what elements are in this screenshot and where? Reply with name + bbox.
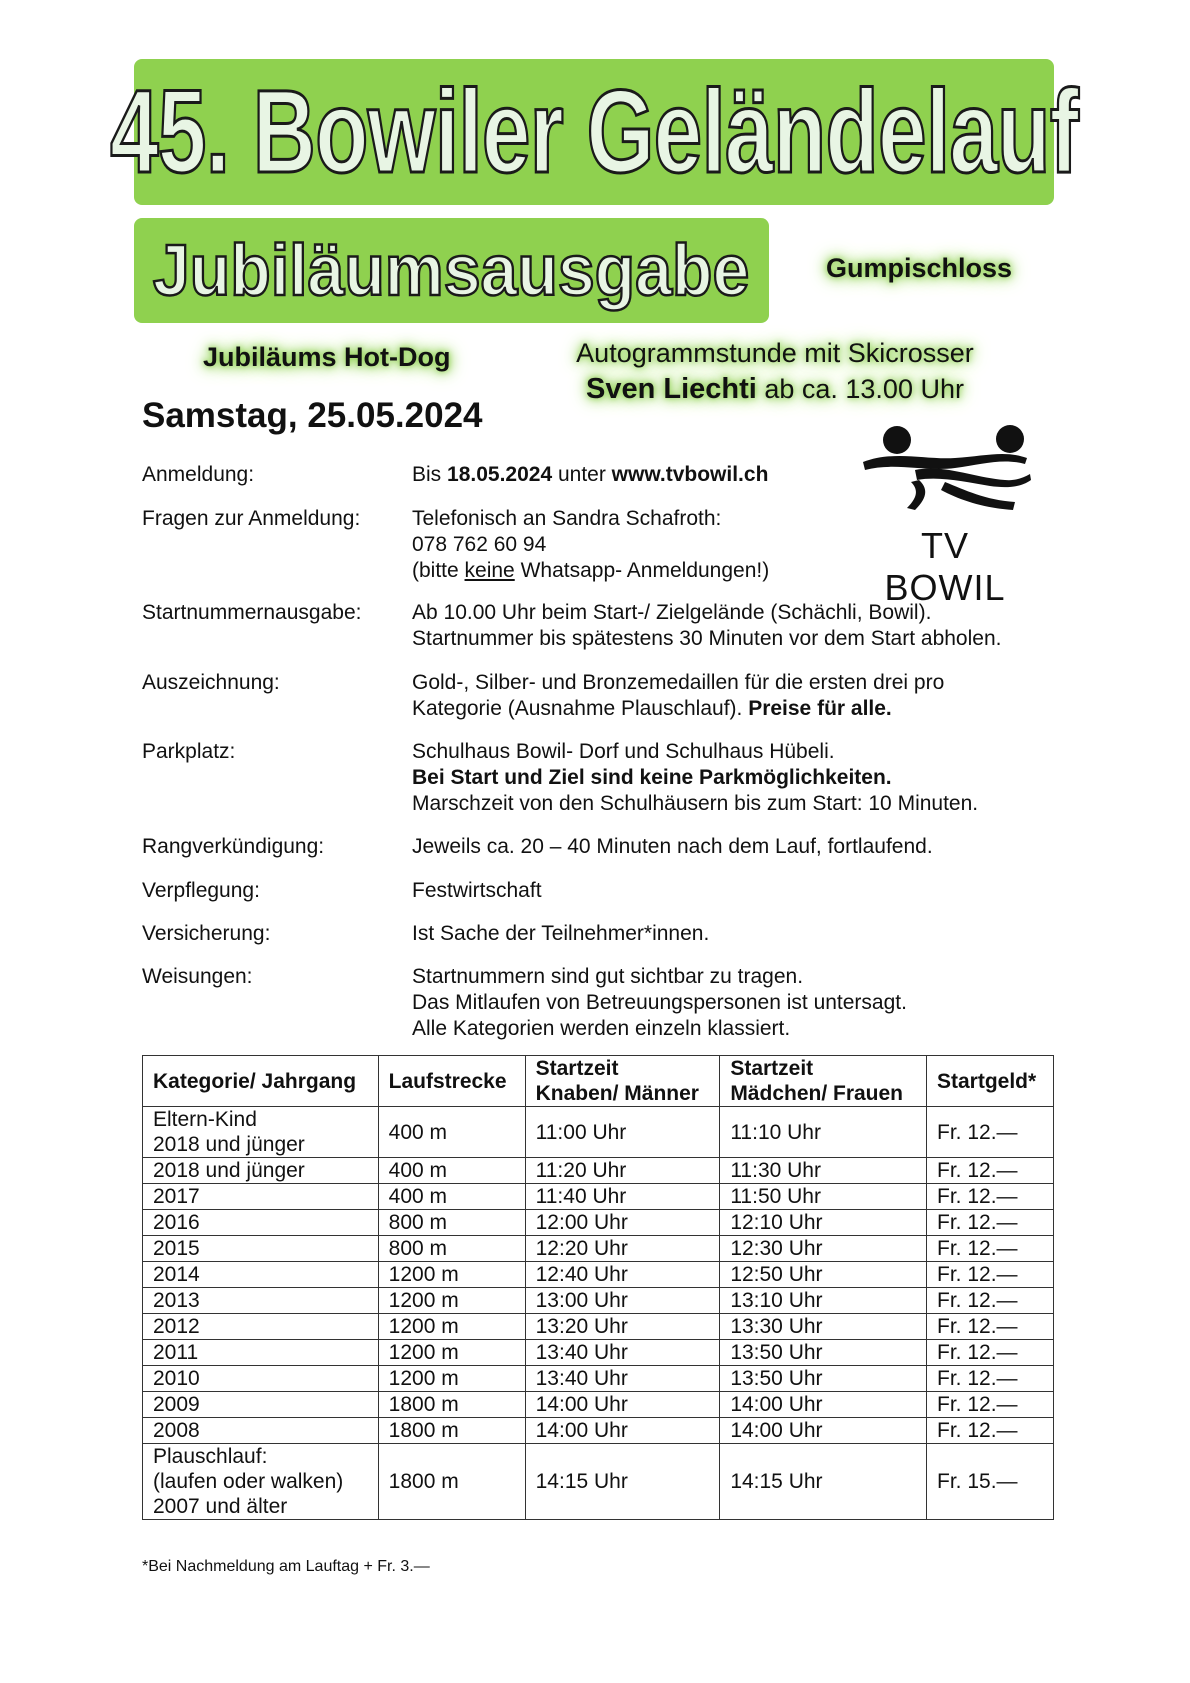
table-cell: 14:15 Uhr	[720, 1444, 927, 1520]
value-startnummer	[412, 600, 1001, 652]
table-header-cell: Laufstrecke	[378, 1056, 525, 1107]
anmeldung-pre: Bis	[412, 463, 448, 486]
autogramm-note	[545, 335, 1005, 407]
table-cell: 1200 m	[378, 1262, 525, 1288]
value-auszeichnung	[412, 670, 944, 722]
anmeldung-url: www.tvbowil.ch	[611, 463, 769, 486]
table-cell: 12:00 Uhr	[525, 1210, 720, 1236]
label-weisungen: Weisungen:	[142, 965, 253, 988]
table-row	[143, 1184, 1054, 1210]
table-row	[143, 1262, 1054, 1288]
table-header-row	[143, 1056, 1054, 1107]
label-fragen: Fragen zur Anmeldung:	[142, 507, 361, 530]
table-cell: 13:10 Uhr	[720, 1288, 927, 1314]
table-cell: 2010	[143, 1366, 379, 1392]
table-cell: 11:30 Uhr	[720, 1158, 927, 1184]
anmeldung-date: 18.05.2024	[447, 463, 553, 486]
table-cell: 2015	[143, 1236, 379, 1262]
table-cell: 12:40 Uhr	[525, 1262, 720, 1288]
table-body	[143, 1107, 1054, 1520]
weisungen-line1: Startnummern sind gut sichtbar zu tragen.	[412, 965, 804, 988]
table-cell: 11:20 Uhr	[525, 1158, 720, 1184]
title-banner	[109, 59, 1079, 205]
schedule-table	[142, 1055, 1054, 1520]
table-row	[143, 1366, 1054, 1392]
table-cell: 2008	[143, 1418, 379, 1444]
table-cell: 2013	[143, 1288, 379, 1314]
table-header-cell: Startzeit Mädchen/ Frauen	[720, 1056, 927, 1107]
table-cell: Fr. 12.—	[927, 1107, 1054, 1158]
table-cell: Fr. 15.—	[927, 1444, 1054, 1520]
value-parkplatz	[412, 739, 978, 817]
table-cell: 1200 m	[378, 1288, 525, 1314]
event-subtitle: Jubiläumsausgabe	[153, 230, 750, 311]
table-cell: Fr. 12.—	[927, 1366, 1054, 1392]
value-weisungen	[412, 964, 907, 1042]
location-label: Gumpischloss	[826, 253, 1013, 283]
event-title: 45. Bowiler Geländelauf	[109, 66, 1079, 198]
table-cell: Fr. 12.—	[927, 1340, 1054, 1366]
auszeichnung-line2	[412, 696, 944, 722]
table-cell: 2012	[143, 1314, 379, 1340]
parkplatz-line2: Bei Start und Ziel sind keine Parkmöglichkeiten.	[412, 766, 892, 789]
table-cell: 2014	[143, 1262, 379, 1288]
table-cell: 13:30 Uhr	[720, 1314, 927, 1340]
table-header-cell: Startzeit Knaben/ Männer	[525, 1056, 720, 1107]
table-cell: Fr. 12.—	[927, 1314, 1054, 1340]
autogramm-line: Autogrammstunde mit Skicrosser	[576, 338, 974, 368]
fragen-line3	[412, 558, 769, 584]
table-cell: 12:10 Uhr	[720, 1210, 927, 1236]
footnote: *Bei Nachmeldung am Lauftag + Fr. 3.—	[142, 1558, 430, 1575]
label-startnummer: Startnummernausgabe:	[142, 601, 362, 624]
table-cell: 1800 m	[378, 1392, 525, 1418]
event-date: Samstag, 25.05.2024	[142, 396, 483, 435]
table-row	[143, 1107, 1054, 1158]
table-header-cell: Kategorie/ Jahrgang	[143, 1056, 379, 1107]
table-cell: 400 m	[378, 1158, 525, 1184]
table-cell: 13:20 Uhr	[525, 1314, 720, 1340]
table-cell: 11:50 Uhr	[720, 1184, 927, 1210]
table-cell: 14:15 Uhr	[525, 1444, 720, 1520]
table-cell: Eltern-Kind 2018 und jünger	[143, 1107, 379, 1158]
table-cell: 1200 m	[378, 1340, 525, 1366]
table-cell: 800 m	[378, 1210, 525, 1236]
table-cell: 14:00 Uhr	[720, 1392, 927, 1418]
table-cell: 2016	[143, 1210, 379, 1236]
fragen-line1: Telefonisch an Sandra Schafroth:	[412, 507, 722, 530]
label-anmeldung: Anmeldung:	[142, 463, 255, 486]
table-cell: 11:00 Uhr	[525, 1107, 720, 1158]
table-cell: 2011	[143, 1340, 379, 1366]
table-cell: 2009	[143, 1392, 379, 1418]
table-row	[143, 1288, 1054, 1314]
table-cell: Plauschlauf: (laufen oder walken) 2007 und älter	[143, 1444, 379, 1520]
table-cell: 400 m	[378, 1184, 525, 1210]
table-cell: 14:00 Uhr	[720, 1418, 927, 1444]
table-cell: 11:40 Uhr	[525, 1184, 720, 1210]
table-row	[143, 1444, 1054, 1520]
table-cell: Fr. 12.—	[927, 1210, 1054, 1236]
table-cell: 12:50 Uhr	[720, 1262, 927, 1288]
weisungen-line2: Das Mitlaufen von Betreuungspersonen ist untersagt.	[412, 991, 907, 1014]
table-row	[143, 1418, 1054, 1444]
table-cell: 1200 m	[378, 1314, 525, 1340]
table-cell: 2018 und jünger	[143, 1158, 379, 1184]
table-cell: 13:40 Uhr	[525, 1366, 720, 1392]
table-row	[143, 1210, 1054, 1236]
table-cell: 13:50 Uhr	[720, 1366, 927, 1392]
autogramm-name: Sven Liechti	[586, 373, 757, 405]
label-versicherung: Versicherung:	[142, 922, 271, 945]
table-header-cell: Startgeld*	[927, 1056, 1054, 1107]
table-row	[143, 1340, 1054, 1366]
table-cell: 1200 m	[378, 1366, 525, 1392]
parkplatz-line1: Schulhaus Bowil- Dorf und Schulhaus Hübeli.	[412, 740, 835, 763]
table-row	[143, 1314, 1054, 1340]
subtitle-banner	[134, 218, 769, 323]
table-cell: 12:30 Uhr	[720, 1236, 927, 1262]
label-parkplatz: Parkplatz:	[142, 740, 236, 763]
logo-text: TV BOWIL	[884, 525, 1006, 608]
table-row	[143, 1392, 1054, 1418]
label-rang: Rangverkündigung:	[142, 835, 325, 858]
auszeichnung-line2a: Kategorie (Ausnahme Plauschlauf).	[412, 697, 749, 720]
autogramm-name-line	[545, 371, 1005, 407]
table-row	[143, 1236, 1054, 1262]
table-cell: Fr. 12.—	[927, 1392, 1054, 1418]
table-cell: 14:00 Uhr	[525, 1392, 720, 1418]
table-cell: 1800 m	[378, 1418, 525, 1444]
table-cell: 13:50 Uhr	[720, 1340, 927, 1366]
fragen-phone: 078 762 60 94	[412, 533, 547, 556]
table-cell: 13:00 Uhr	[525, 1288, 720, 1314]
anmeldung-mid: unter	[552, 463, 612, 486]
table-cell: 400 m	[378, 1107, 525, 1158]
value-rang: Jeweils ca. 20 – 40 Minuten nach dem Lauf, fortlaufend.	[412, 835, 933, 858]
table-cell: 11:10 Uhr	[720, 1107, 927, 1158]
runners-logo-icon	[855, 420, 1035, 608]
table-cell: Fr. 12.—	[927, 1184, 1054, 1210]
value-fragen	[412, 506, 769, 584]
startnummer-line1: Ab 10.00 Uhr beim Start-/ Zielgelände (Schächli, Bowil).	[412, 601, 932, 624]
fragen-line3a: (bitte	[412, 559, 465, 582]
value-anmeldung	[412, 462, 768, 488]
weisungen-line3: Alle Kategorien werden einzeln klassiert.	[412, 1017, 791, 1040]
table-cell: Fr. 12.—	[927, 1236, 1054, 1262]
fragen-line3b: keine	[464, 559, 515, 582]
hotdog-label: Jubiläums Hot-Dog	[203, 342, 451, 372]
table-cell: Fr. 12.—	[927, 1158, 1054, 1184]
table-cell: Fr. 12.—	[927, 1262, 1054, 1288]
table-cell: 12:20 Uhr	[525, 1236, 720, 1262]
parkplatz-line3: Marschzeit von den Schulhäusern bis zum Start: 10 Minuten.	[412, 792, 979, 815]
table-row	[143, 1158, 1054, 1184]
auszeichnung-line1: Gold-, Silber- und Bronzemedaillen für die ersten drei pro	[412, 671, 945, 694]
startnummer-line2: Startnummer bis spätestens 30 Minuten vor dem Start abholen.	[412, 627, 1002, 650]
table-cell: 14:00 Uhr	[525, 1418, 720, 1444]
table-cell: 13:40 Uhr	[525, 1340, 720, 1366]
table-cell: 2017	[143, 1184, 379, 1210]
auszeichnung-line2b: Preise für alle.	[748, 697, 892, 720]
table-cell: 800 m	[378, 1236, 525, 1262]
autogramm-time: ab ca. 13.00 Uhr	[764, 374, 964, 404]
label-verpflegung: Verpflegung:	[142, 879, 260, 902]
table-cell: Fr. 12.—	[927, 1288, 1054, 1314]
value-verpflegung: Festwirtschaft	[412, 879, 542, 902]
table-cell: 1800 m	[378, 1444, 525, 1520]
table-cell: Fr. 12.—	[927, 1418, 1054, 1444]
label-auszeichnung: Auszeichnung:	[142, 671, 280, 694]
value-versicherung: Ist Sache der Teilnehmer*innen.	[412, 922, 710, 945]
fragen-line3c: Whatsapp- Anmeldungen!)	[514, 559, 770, 582]
